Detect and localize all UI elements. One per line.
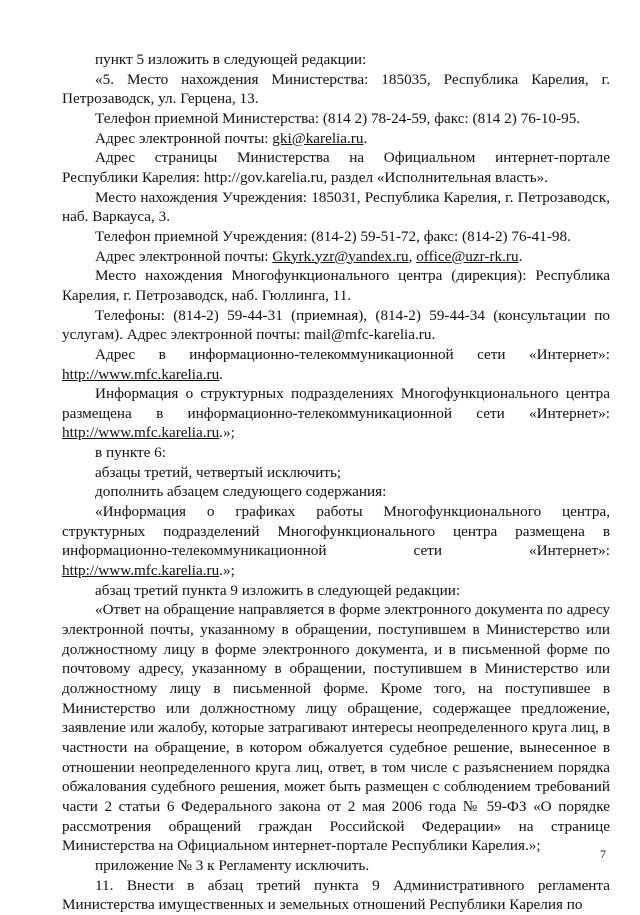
paragraph (62, 876, 610, 915)
paragraph-text: абзац третий пункта 9 изложить в следующей редакции: (95, 581, 461, 599)
paragraph-text: «5. Место нахождения Министерства: 185035, Республика Карелия, г. Петрозаводск, ул. Герцена, 13. (62, 70, 610, 108)
page-number: 7 (600, 847, 606, 861)
document-body (62, 50, 610, 915)
paragraph-text: Телефон приемной Учреждения: (814-2) 59-51-72, факс: (814-2) 76-41-98. (95, 227, 571, 245)
paragraph-text: Место нахождения Учреждения: 185031, Республика Карелия, г. Петрозаводск, наб. Варкауса, 3. (62, 188, 610, 226)
paragraph (62, 600, 610, 856)
paragraph (62, 70, 610, 109)
paragraph-text: приложение № 3 к Регламенту исключить. (95, 856, 370, 874)
paragraph (62, 482, 610, 502)
paragraph (62, 581, 610, 601)
paragraph-text: абзацы третий, четвертый исключить; (95, 463, 342, 481)
paragraph (62, 345, 610, 384)
paragraph-text: Место нахождения Многофункционального центра (дирекция): Республика Карелия, г. Петрозаводск, наб. Гюллинга, 11. (62, 267, 610, 304)
paragraph-tail: .»; (219, 562, 235, 580)
paragraph-separator: , (408, 247, 417, 265)
paragraph (62, 443, 610, 463)
paragraph-tail: .»; (219, 424, 235, 442)
paragraph (62, 463, 610, 483)
paragraph-text: Адрес в информационно-телекоммуникационной сети «Интернет»: (95, 345, 610, 363)
paragraph (62, 129, 610, 149)
paragraph-tail: . (518, 247, 523, 265)
paragraph-link[interactable]: office@uzr-rk.ru (416, 247, 519, 265)
paragraph (62, 856, 610, 876)
paragraph (62, 50, 610, 70)
paragraph (62, 227, 610, 247)
paragraph-text: пункт 5 изложить в следующей редакции: (95, 51, 367, 68)
paragraph-text: 11. Внести в абзац третий пункта 9 Административного регламента Министерства имущественных и земельных отношений Республики Карелия по (62, 876, 610, 914)
paragraph-text: дополнить абзацем следующего содержания: (95, 483, 387, 501)
paragraph (62, 266, 610, 305)
paragraph-tail: . (363, 129, 368, 147)
paragraph-text: Адрес электронной почты: (95, 129, 273, 147)
paragraph-text: Информация о структурных подразделениях Многофункционального центра размещена в информационно-телекоммуникационной сети «Интернет»: (62, 385, 610, 422)
paragraph (62, 247, 610, 267)
paragraph (62, 188, 610, 227)
paragraph-link[interactable]: Gkyrk.yzr@yandex.ru (272, 247, 409, 265)
paragraph-text: «Ответ на обращение направляется в форме электронного документа по адресу электронной почты, указанному в обращении, поступившем в Министерство или должностному лицу в форме электронного документа, и в письменной форме по почтовому адресу, указанному в обращении, поступившем в Министерство или должностному лицу в письменной форме. Кроме того, на поступившее в Министерство или должностному лицу обращение, содержащее предложение, заявление или жалобу, которые затрагивают интересы неопределенного круга лиц, в частности на обращение, в котором обжалуется судебное решение, вынесенное в отношении неопределенного круга лиц, ответ, в том числе с разъяснением порядка обжалования судебного решения, может быть размещен с соблюдением требований части 2 статьи 6 Федерального закона от 2 мая 2006 года № 59-ФЗ «О порядке рассмотрения обращений граждан Российской Федерации» на странице Министерства на Официальном интернет-портале Республики Карелия.»; (62, 601, 610, 855)
paragraph (62, 148, 610, 187)
paragraph (62, 384, 610, 443)
paragraph-text: Телефон приемной Министерства: (814 2) 78-24-59, факс: (814 2) 76-10-95. (95, 109, 581, 127)
paragraph-link[interactable]: http://www.mfc.karelia.ru (62, 424, 220, 442)
paragraph (62, 306, 610, 345)
paragraph-text: в пункте 6: (95, 444, 166, 462)
paragraph-link[interactable]: http://www.mfc.karelia.ru (62, 365, 220, 383)
paragraph (62, 109, 610, 129)
paragraph-text: Адрес электронной почты: (95, 247, 273, 265)
paragraph-text: Адрес страницы Министерства на Официальном интернет-портале Республики Карелия: http://gov.karelia.ru, раздел «Исполнительная власть». (62, 149, 610, 186)
paragraph (62, 502, 610, 581)
paragraph-link[interactable]: http://www.mfc.karelia.ru (62, 562, 220, 580)
paragraph-link[interactable]: gki@karelia.ru (272, 129, 364, 147)
paragraph-text: «Информация о графиках работы Многофункционального центра, структурных подразделений Многофункционального центра размещена в информационно-телекоммуникационной сети «Интернет»: (62, 503, 610, 560)
paragraph-text: Телефоны: (814-2) 59-44-31 (приемная), (814-2) 59-44-34 (консультации по услугам). Адрес электронной почты: mail@mfc-karelia.ru. (62, 306, 610, 344)
paragraph-tail: . (219, 365, 223, 383)
